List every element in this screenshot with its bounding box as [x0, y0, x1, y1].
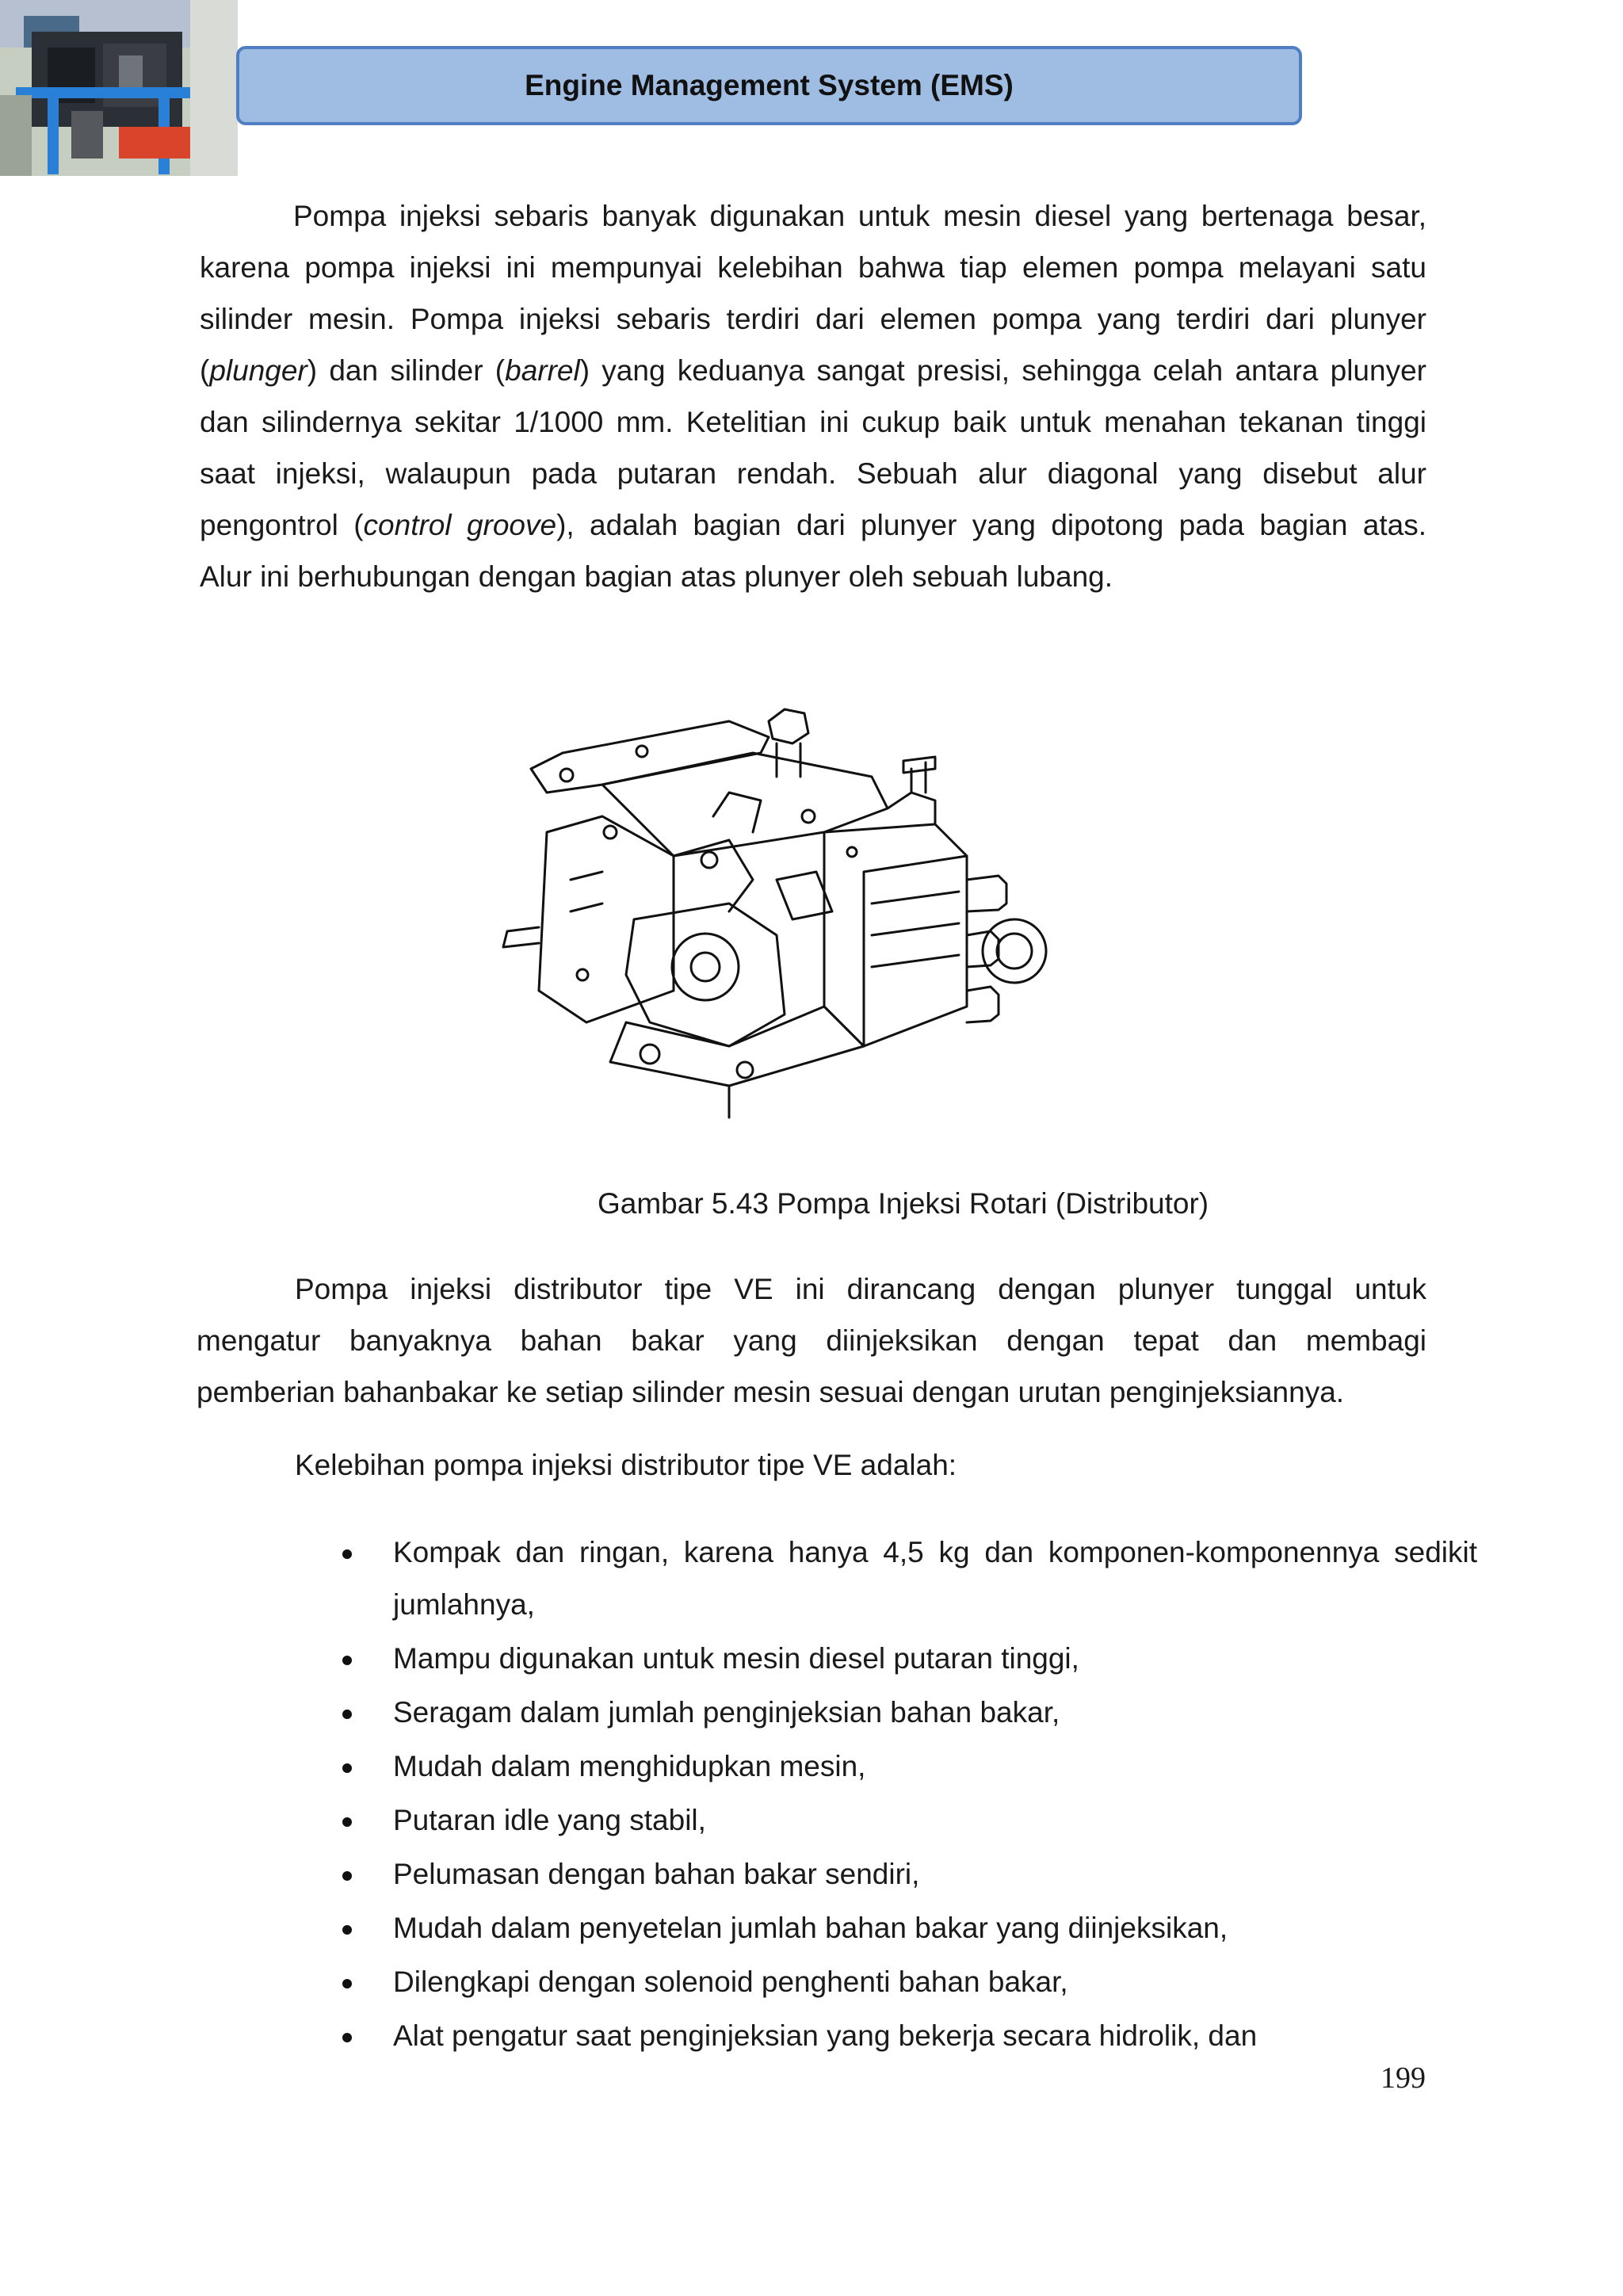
list-item: Kompak dan ringan, karena hanya 4,5 kg dan komponen-komponennya sedikit jumlahnya, — [342, 1526, 1428, 1631]
list-item: Seragam dalam jumlah penginjeksian bahan bakar, — [342, 1687, 1428, 1739]
bullet-icon — [342, 1925, 352, 1935]
bullet-icon — [342, 1871, 352, 1881]
rotary-injection-pump-figure — [491, 674, 1062, 1133]
paragraph-line: pemberian bahanbakar ke setiap silinder mesin sesuai dengan urutan penginjeksiannya. — [197, 1376, 1345, 1408]
bullet-icon — [342, 1549, 352, 1559]
paragraph-line: Pompa injeksi sebaris banyak digunakan untuk mesin diesel yang bertenaga besar, — [293, 200, 1426, 232]
header-banner — [236, 46, 1302, 125]
paragraph-line: karena pompa injeksi ini mempunyai kelebihan bahwa tiap elemen pompa melayani satu — [200, 251, 1426, 284]
paragraph-line: Pompa injeksi distributor tipe VE ini dirancang dengan plunyer tunggal untuk — [295, 1273, 1426, 1305]
paragraph-line: pengontrol (control groove), adalah bagian dari plunyer yang dipotong pada bagian atas. — [200, 509, 1427, 541]
bullet-icon — [342, 1656, 352, 1665]
paragraph-line: silinder mesin. Pompa injeksi sebaris terdiri dari elemen pompa yang terdiri dari plunyer — [200, 303, 1426, 335]
engine-stand-photo — [0, 0, 238, 176]
paragraph-line: (plunger) dan silinder (barrel) yang keduanya sangat presisi, sehingga celah antara plunyer — [200, 354, 1426, 387]
paragraph-line: Alur ini berhubungan dengan bagian atas plunyer oleh sebuah lubang. — [200, 560, 1113, 593]
list-item: Mampu digunakan untuk mesin diesel putaran tinggi, — [342, 1633, 1428, 1685]
list-item: Mudah dalam penyetelan jumlah bahan bakar yang diinjeksikan, — [342, 1902, 1428, 1954]
advantages-lead: Kelebihan pompa injeksi distributor tipe VE adalah: — [295, 1449, 957, 1481]
paragraph-inline-pump — [200, 190, 1426, 602]
bullet-icon — [342, 1763, 352, 1773]
bullet-icon — [342, 1979, 352, 1988]
advantages-list — [342, 1526, 1477, 2064]
list-item: Putaran idle yang stabil, — [342, 1794, 1428, 1847]
list-item: Alat pengatur saat penginjeksian yang bekerja secara hidrolik, dan — [342, 2010, 1428, 2062]
figure-caption: Gambar 5.43 Pompa Injeksi Rotari (Distributor) — [598, 1187, 1209, 1220]
bullet-icon — [342, 2033, 352, 2042]
bullet-icon — [342, 1817, 352, 1827]
paragraph-line: dan silindernya sekitar 1/1000 mm. Ketelitian ini cukup baik untuk menahan tekanan tinggi — [200, 406, 1426, 438]
list-item: Dilengkapi dengan solenoid penghenti bahan bakar, — [342, 1956, 1428, 2008]
header-title: Engine Management System (EMS) — [525, 69, 1014, 101]
list-item: Pelumasan dengan bahan bakar sendiri, — [342, 1848, 1428, 1901]
paragraph-line: mengatur banyaknya bahan bakar yang diinjeksikan dengan tepat dan membagi — [197, 1324, 1426, 1357]
page-number: 199 — [1381, 2061, 1426, 2095]
bullet-icon — [342, 1710, 352, 1719]
paragraph-line: saat injeksi, walaupun pada putaran rendah. Sebuah alur diagonal yang disebut alur — [200, 457, 1426, 490]
paragraph-ve-pump — [197, 1263, 1426, 1418]
list-item: Mudah dalam menghidupkan mesin, — [342, 1740, 1428, 1793]
